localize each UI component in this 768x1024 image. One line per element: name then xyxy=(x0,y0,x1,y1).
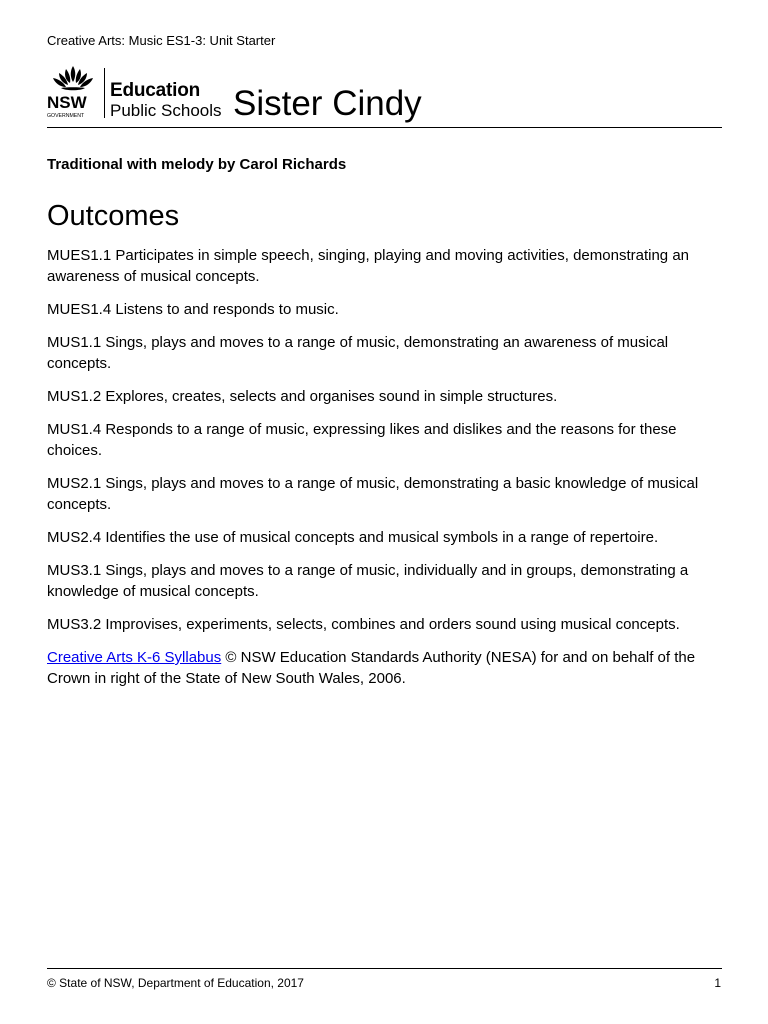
running-header: Creative Arts: Music ES1-3: Unit Starter xyxy=(47,33,276,48)
outcome-item: MUS3.1 Sings, plays and moves to a range of music, individually and in groups, demonstrating a knowledge of musical concepts. xyxy=(47,562,689,600)
logo-divider xyxy=(104,68,105,118)
outcome-item: MUES1.1 Participates in simple speech, singing, playing and moving activities, demonstrating an awareness of musical concepts. xyxy=(47,247,689,285)
outcomes-heading: Outcomes xyxy=(47,200,180,232)
logo-mark-text: NSW xyxy=(47,93,87,112)
footer-copyright: © State of NSW, Department of Education, 2017 xyxy=(47,976,304,990)
citation-text: © NSW Education Standards Authority (NESA) for and on behalf of the Crown in right of the State of New South Wales, 2006. xyxy=(47,649,696,687)
document-subtitle: Traditional with melody by Carol Richards xyxy=(47,156,347,173)
outcome-item: MUS2.1 Sings, plays and moves to a range of music, demonstrating a basic knowledge of musical concepts. xyxy=(47,475,699,513)
page-number: 1 xyxy=(714,976,721,990)
logo-mark-subtext: GOVERNMENT xyxy=(47,113,85,119)
footer-divider xyxy=(47,968,722,969)
outcome-item: MUS1.1 Sings, plays and moves to a range of music, demonstrating an awareness of musical concepts. xyxy=(47,334,669,372)
outcome-item: MUS3.2 Improvises, experiments, selects, combines and orders sound using musical concepts. xyxy=(47,616,680,633)
syllabus-link[interactable]: Creative Arts K-6 Syllabus xyxy=(47,649,222,666)
logo-line-public-schools: Public Schools xyxy=(110,101,222,120)
nsw-education-logo xyxy=(47,64,227,122)
logo-line-education: Education xyxy=(110,80,201,101)
outcomes-list xyxy=(47,245,727,701)
waratah-logo-icon xyxy=(47,64,99,120)
title-bar xyxy=(47,64,722,128)
outcome-item: MUS2.4 Identifies the use of musical concepts and musical symbols in a range of repertoire. xyxy=(47,529,659,546)
citation-paragraph xyxy=(47,647,727,689)
outcome-item: MUS1.2 Explores, creates, selects and organises sound in simple structures. xyxy=(47,388,558,405)
document-title: Sister Cindy xyxy=(233,84,422,123)
outcome-item: MUS1.4 Responds to a range of music, expressing likes and dislikes and the reasons for these choices. xyxy=(47,421,677,459)
outcome-item: MUES1.4 Listens to and responds to music. xyxy=(47,301,339,318)
